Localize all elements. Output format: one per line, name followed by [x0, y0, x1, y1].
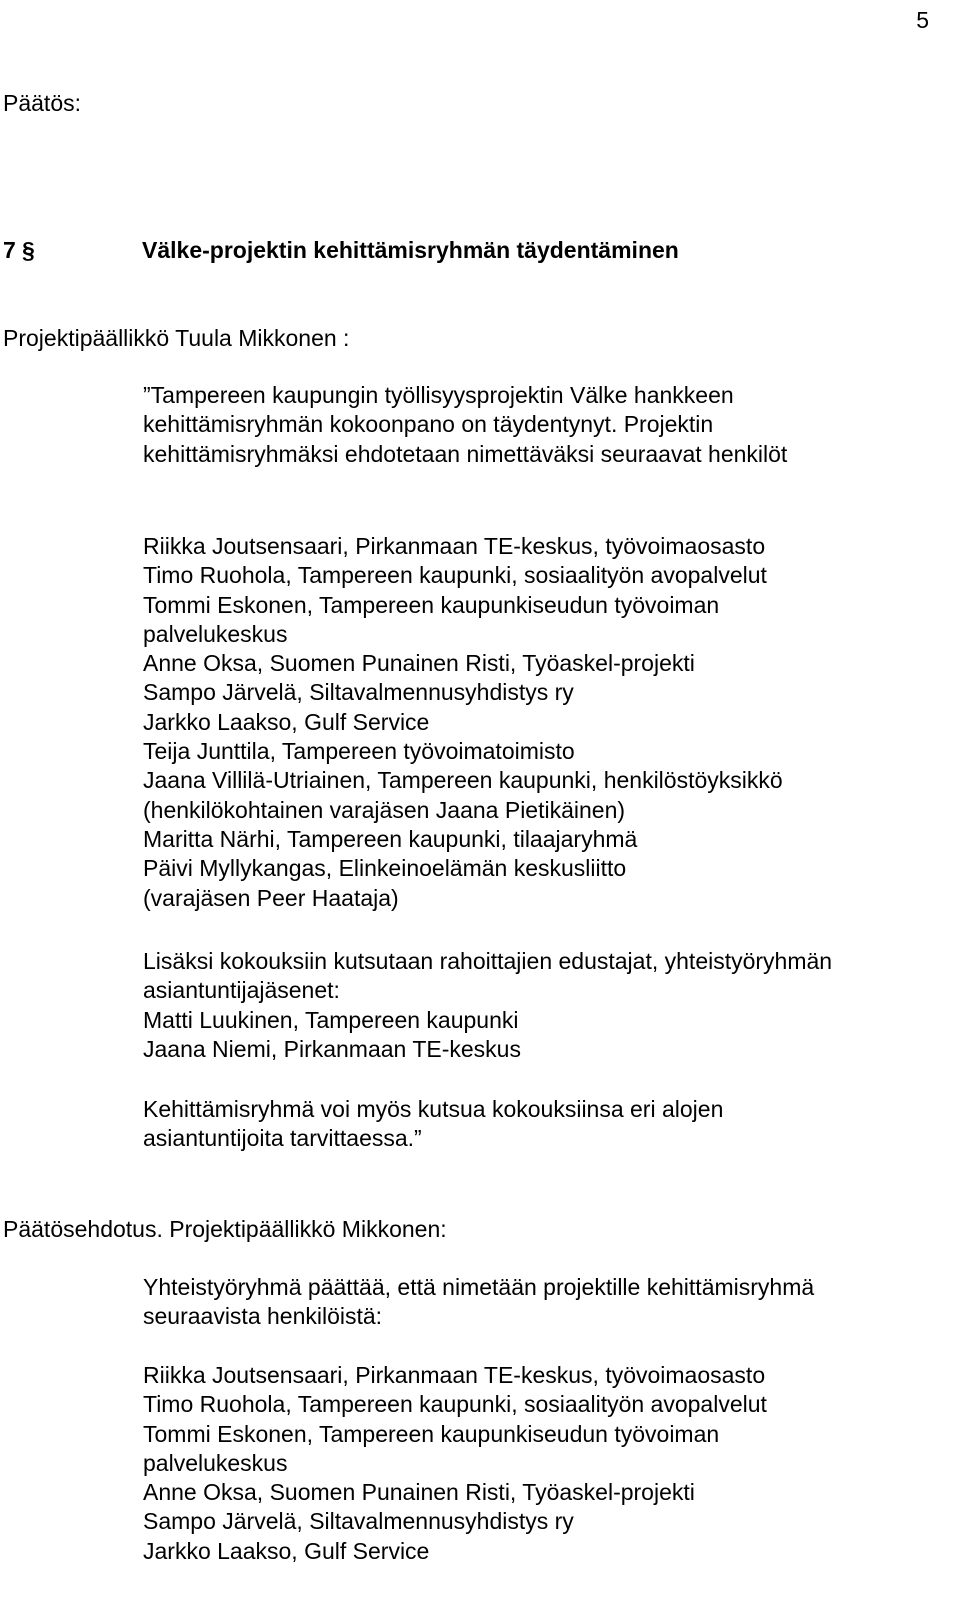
- section-number: 7: [3, 237, 16, 263]
- closing-line: asiantuntijoita tarvittaessa.”: [143, 1125, 422, 1152]
- page-number: 5: [916, 7, 929, 33]
- member-line: Riikka Joutsensaari, Pirkanmaan TE-keskus, työvoimaosasto: [143, 533, 766, 559]
- proposal-member-line: Anne Oksa, Suomen Punainen Risti, Työaskel-projekti: [143, 1479, 695, 1506]
- intro-line: ”Tampereen kaupungin työllisyysprojektin Välke hankkeen: [143, 382, 734, 408]
- proposal-label: Päätösehdotus. Projektipäällikkö Mikkonen:: [3, 1216, 447, 1242]
- member-line: (henkilökohtainen varajäsen Jaana Pietikäinen): [143, 796, 626, 823]
- closing-line: Kehittämisryhmä voi myös kutsua kokouksiinsa eri alojen: [143, 1096, 724, 1122]
- member-line: Maritta Närhi, Tampereen kaupunki, tilaajaryhmä: [143, 825, 638, 852]
- intro-line: kehittämisryhmän kokoonpano on täydentynyt. Projektin: [143, 411, 714, 438]
- presenter-label: Projektipäällikkö Tuula Mikkonen :: [3, 325, 350, 351]
- intro-line: kehittämisryhmäksi ehdotetaan nimettäväksi seuraavat henkilöt: [143, 440, 788, 467]
- proposal-member-line: Jarkko Laakso, Gulf Service: [143, 1537, 430, 1564]
- member-line: Jarkko Laakso, Gulf Service: [143, 708, 430, 735]
- proposal-member-line: Riikka Joutsensaari, Pirkanmaan TE-keskus, työvoimaosasto: [143, 1362, 766, 1388]
- section-heading: [3, 235, 679, 265]
- proposal-member-line: palvelukeskus: [143, 1449, 288, 1476]
- members-list: [143, 532, 783, 913]
- member-line: Teija Junttila, Tampereen työvoimatoimisto: [143, 738, 575, 765]
- member-line: palvelukeskus: [143, 620, 288, 647]
- section-title: Välke-projektin kehittämisryhmän täydentäminen: [142, 237, 679, 263]
- paatos-label: Päätös:: [3, 90, 81, 116]
- proposal-intro: [143, 1273, 814, 1332]
- additional-paragraph: [143, 947, 832, 1064]
- proposal-member-line: Tommi Eskonen, Tampereen kaupunkiseudun työvoiman: [143, 1420, 720, 1447]
- member-line: (varajäsen Peer Haataja): [143, 884, 399, 911]
- member-line: Tommi Eskonen, Tampereen kaupunkiseudun työvoiman: [143, 591, 720, 618]
- proposal-member-line: Sampo Järvelä, Siltavalmennusyhdistys ry: [143, 1508, 574, 1535]
- additional-line: asiantuntijajäsenet:: [143, 977, 340, 1004]
- additional-line: Jaana Niemi, Pirkanmaan TE-keskus: [143, 1035, 521, 1062]
- proposal-intro-line: seuraavista henkilöistä:: [143, 1303, 383, 1330]
- member-line: Timo Ruohola, Tampereen kaupunki, sosiaalityön avopalvelut: [143, 562, 767, 589]
- member-line: Anne Oksa, Suomen Punainen Risti, Työaskel-projekti: [143, 650, 695, 677]
- intro-paragraph: [143, 381, 787, 469]
- additional-line: Lisäksi kokouksiin kutsutaan rahoittajien edustajat, yhteistyöryhmän: [143, 948, 833, 974]
- proposal-intro-line: Yhteistyöryhmä päättää, että nimetään projektille kehittämisryhmä: [143, 1274, 815, 1300]
- member-line: Päivi Myllykangas, Elinkeinoelämän keskusliitto: [143, 855, 627, 882]
- additional-line: Matti Luukinen, Tampereen kaupunki: [143, 1006, 519, 1033]
- member-line: Jaana Villilä-Utriainen, Tampereen kaupunki, henkilöstöyksikkö: [143, 767, 783, 794]
- closing-paragraph: [143, 1095, 723, 1154]
- proposal-member-line: Timo Ruohola, Tampereen kaupunki, sosiaalityön avopalvelut: [143, 1391, 767, 1418]
- member-line: Sampo Järvelä, Siltavalmennusyhdistys ry: [143, 679, 574, 706]
- proposal-members-list: [143, 1361, 767, 1566]
- section-sign: §: [22, 237, 35, 263]
